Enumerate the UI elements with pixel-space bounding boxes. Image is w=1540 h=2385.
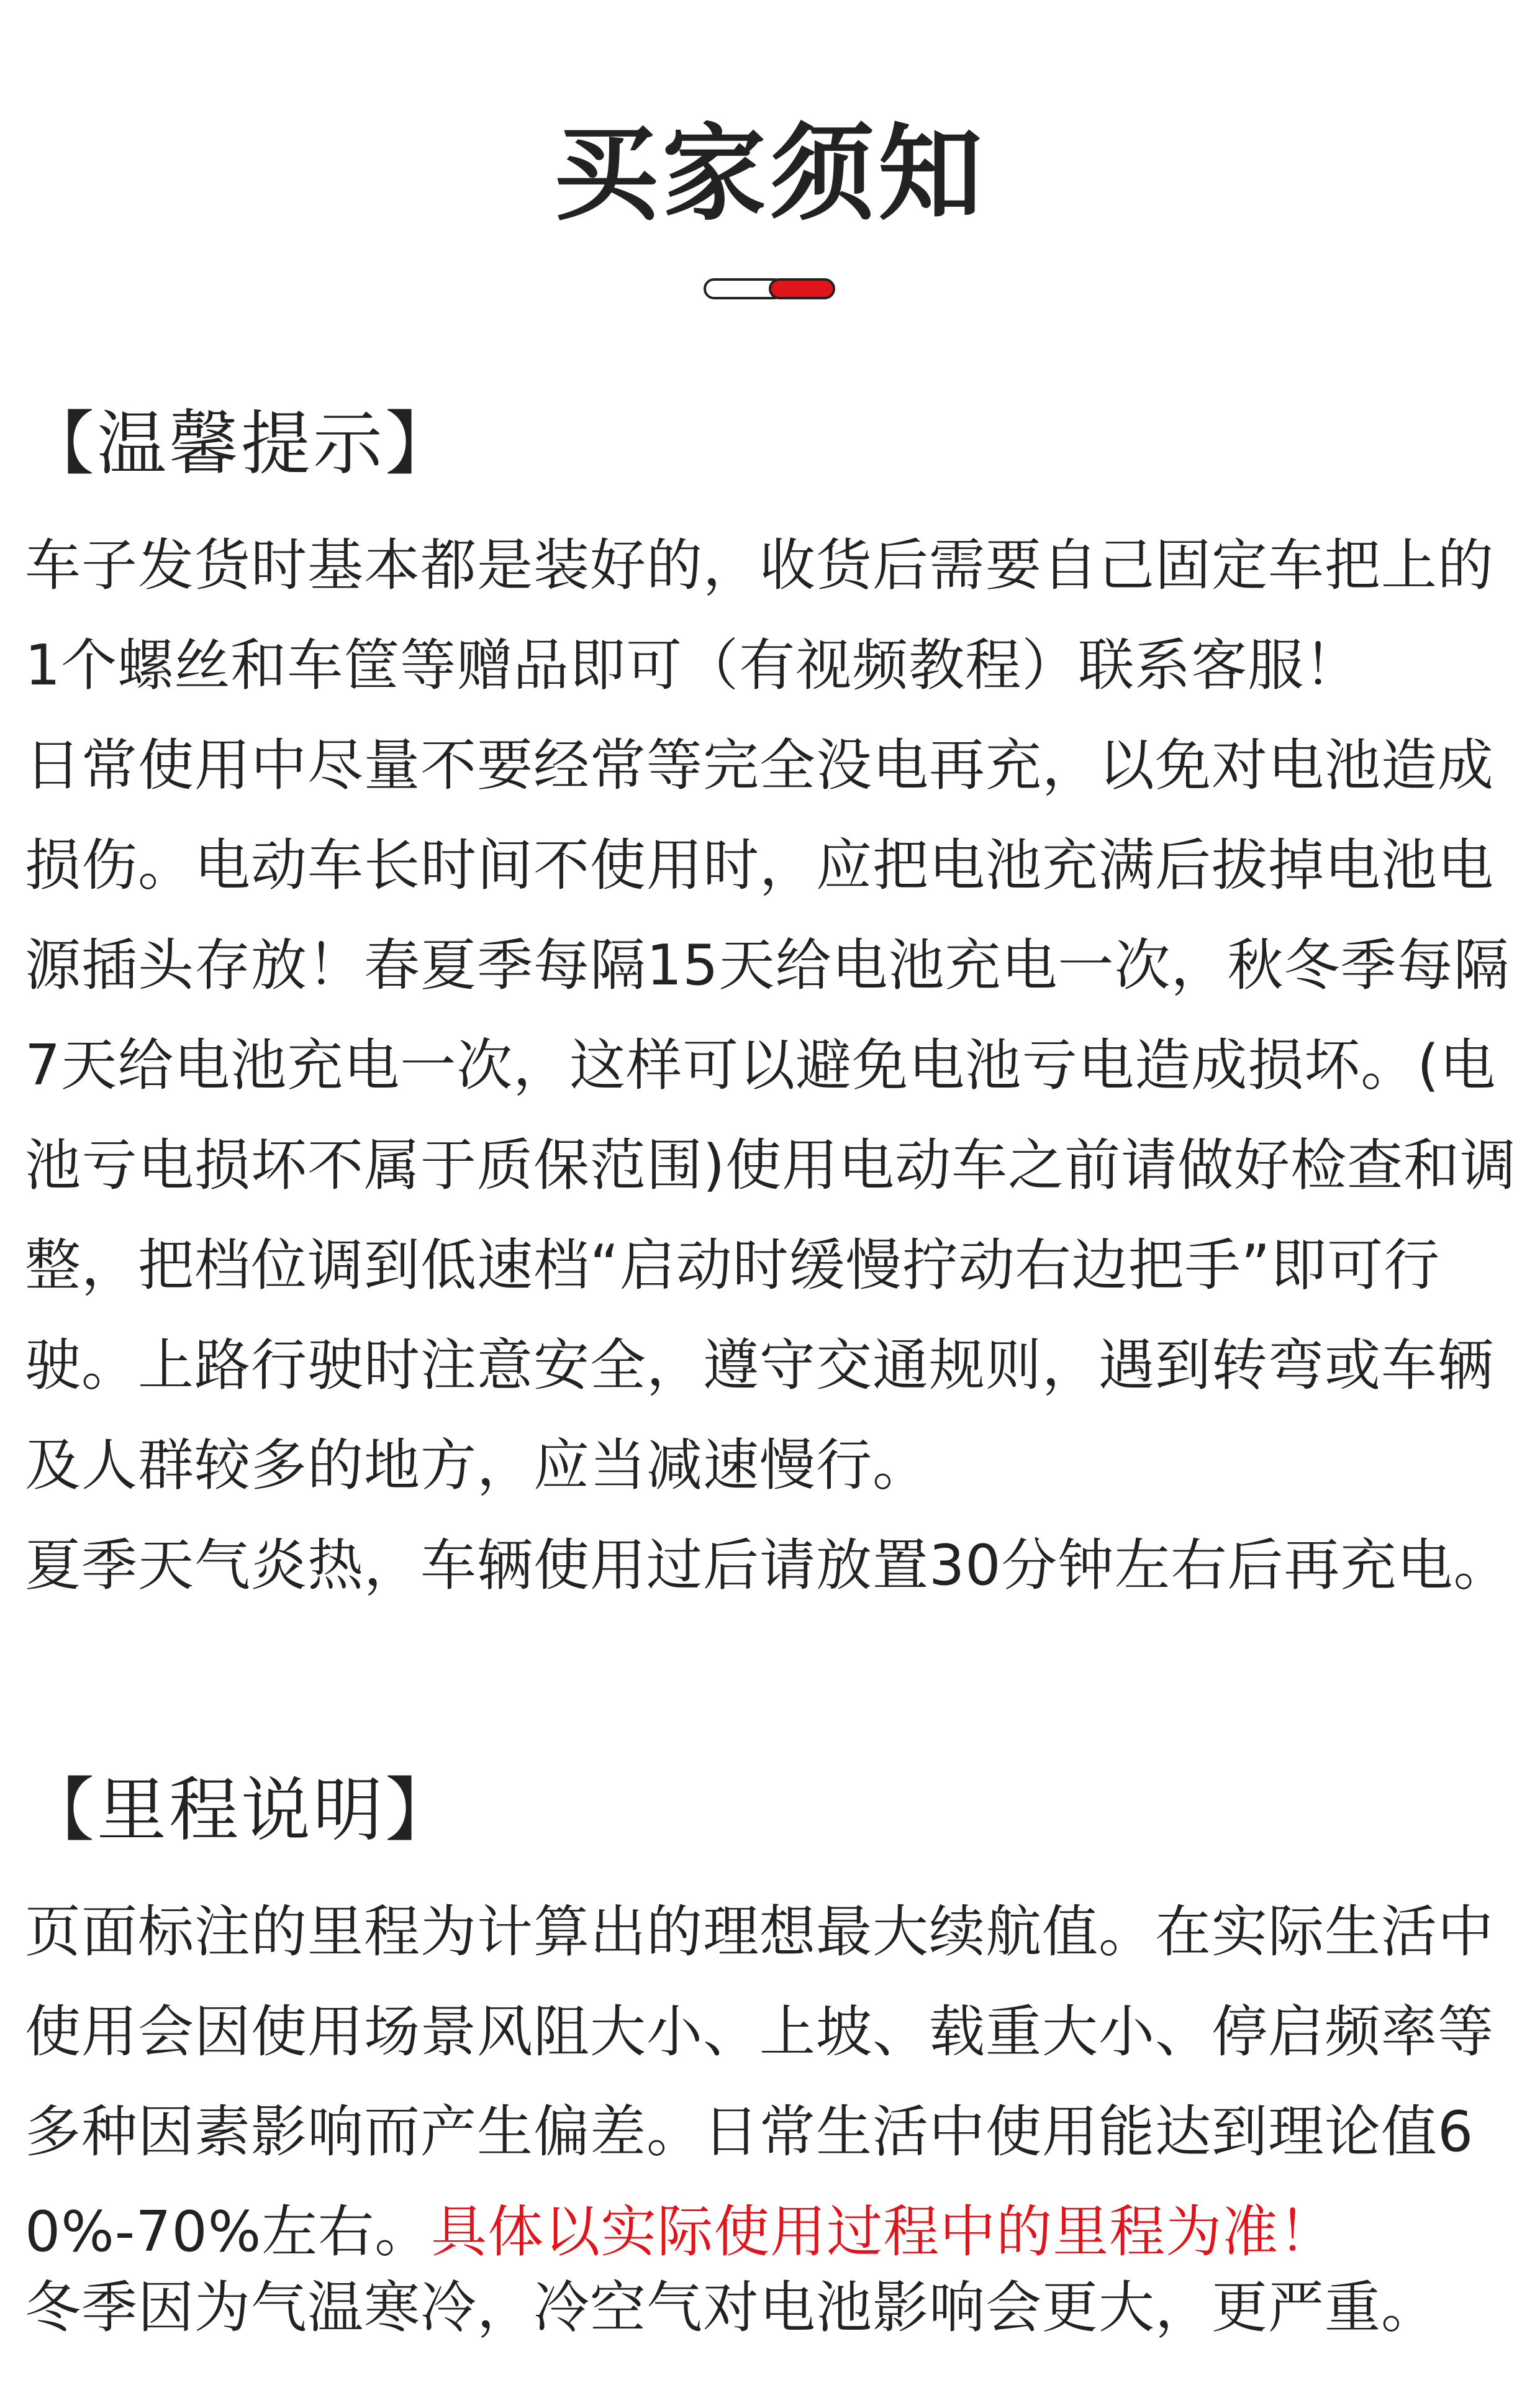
paragraph-winter-note: 冬季因为气温寒冷，冷空气对电池影响会更大，更严重。 — [25, 2275, 1438, 2340]
paragraph-mileage-note — [25, 1882, 1521, 2282]
title-divider — [704, 278, 835, 299]
section-heading-mileage: 【里程说明】 — [25, 1770, 457, 1851]
paragraph-battery-care: 日常使用中尽量不要经常等完全没电再充，以免对电池造成损伤。电动车长时间不使用时，应把电池充满后拔掉电池电源插头存放！春夏季每隔15天给电池充电一次，秋冬季每隔7天给电池充电一次，这样可以避免电池亏电造成损坏。(电池亏电损坏不属于质保范围)使用电动车之前请做好检查和调整，把档位调到低速档“启动时缓慢拧动右边把手”即可行驶。上路行驶时注意安全，遵守交通规则，遇到转弯或车辆及人群较多的地方，应当减速慢行。 — [25, 733, 1517, 1498]
page-title: 买家须知 — [554, 113, 986, 235]
divider-pill-red — [769, 278, 835, 299]
mileage-note-text: 页面标注的里程为计算出的理想最大续航值。在实际生活中使用会因使用场景风阻大小、上坡、载重大小、停启频率等多种因素影响而产生偏差。日常生活中使用能达到理论值60%-70%左右。 — [25, 1899, 1494, 2265]
paragraph-summer-charging: 夏季天气炎热，车辆使用过后请放置30分钟左右后再充电。 — [25, 1533, 1510, 1598]
section-heading-warm-tips: 【温馨提示】 — [25, 404, 457, 484]
mileage-highlight-text: 具体以实际使用过程中的里程为准！ — [431, 2199, 1336, 2265]
paragraph-assembly-note: 车子发货时基本都是装好的，收货后需要自己固定车把上的1个螺丝和车筐等赠品即可（有视频教程）联系客服！ — [25, 533, 1494, 698]
